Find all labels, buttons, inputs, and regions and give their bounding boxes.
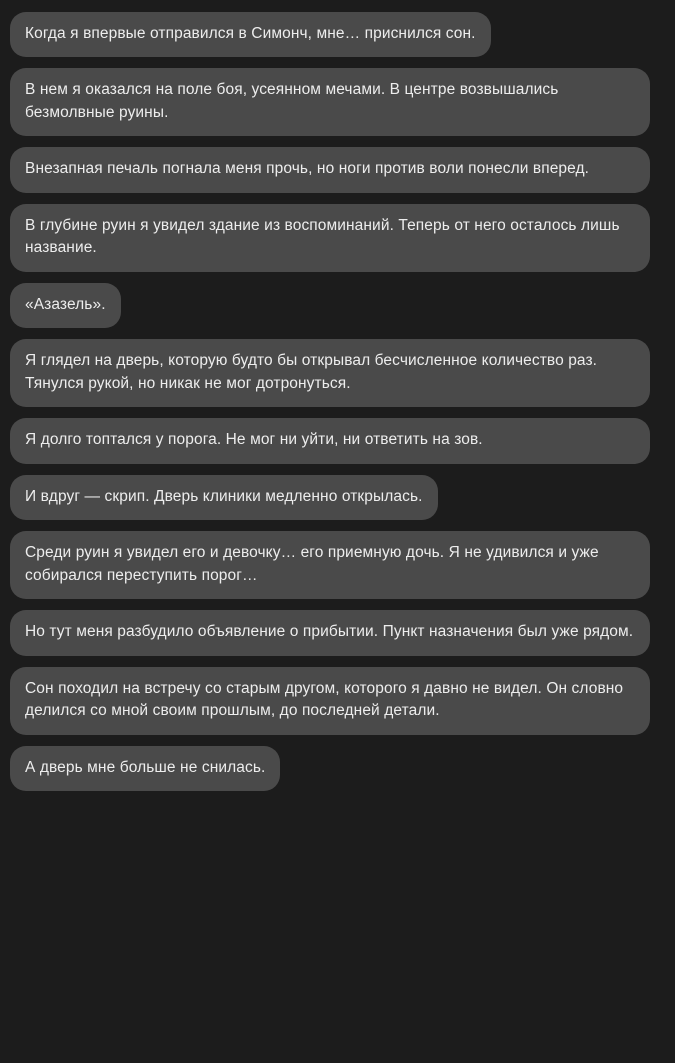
chat-message-bubble[interactable]: Когда я впервые отправился в Симонч, мне… приснился сон.	[10, 12, 491, 57]
chat-message-bubble[interactable]: А дверь мне больше не снилась.	[10, 746, 280, 791]
chat-message-bubble[interactable]: Я глядел на дверь, которую будто бы открывал бесчисленное количество раз. Тянулся рукой, но никак не мог дотронуться.	[10, 339, 650, 407]
chat-message-bubble[interactable]: Внезапная печаль погнала меня прочь, но ноги против воли понесли вперед.	[10, 147, 650, 192]
chat-message-bubble[interactable]: Я долго топтался у порога. Не мог ни уйти, ни ответить на зов.	[10, 418, 650, 463]
chat-message-bubble[interactable]: Сон походил на встречу со старым другом, которого я давно не видел. Он словно делился со мной своим прошлым, до последней детали.	[10, 667, 650, 735]
chat-message-bubble[interactable]: В нем я оказался на поле боя, усеянном мечами. В центре возвышались безмолвные руины.	[10, 68, 650, 136]
chat-message-bubble[interactable]: В глубине руин я увидел здание из воспоминаний. Теперь от него осталось лишь название.	[10, 204, 650, 272]
chat-message-bubble[interactable]: Среди руин я увидел его и девочку… его приемную дочь. Я не удивился и уже собирался переступить порог…	[10, 531, 650, 599]
chat-message-bubble[interactable]: И вдруг — скрип. Дверь клиники медленно открылась.	[10, 475, 438, 520]
chat-message-bubble[interactable]: «Азазель».	[10, 283, 121, 328]
chat-message-bubble[interactable]: Но тут меня разбудило объявление о прибытии. Пункт назначения был уже рядом.	[10, 610, 650, 655]
